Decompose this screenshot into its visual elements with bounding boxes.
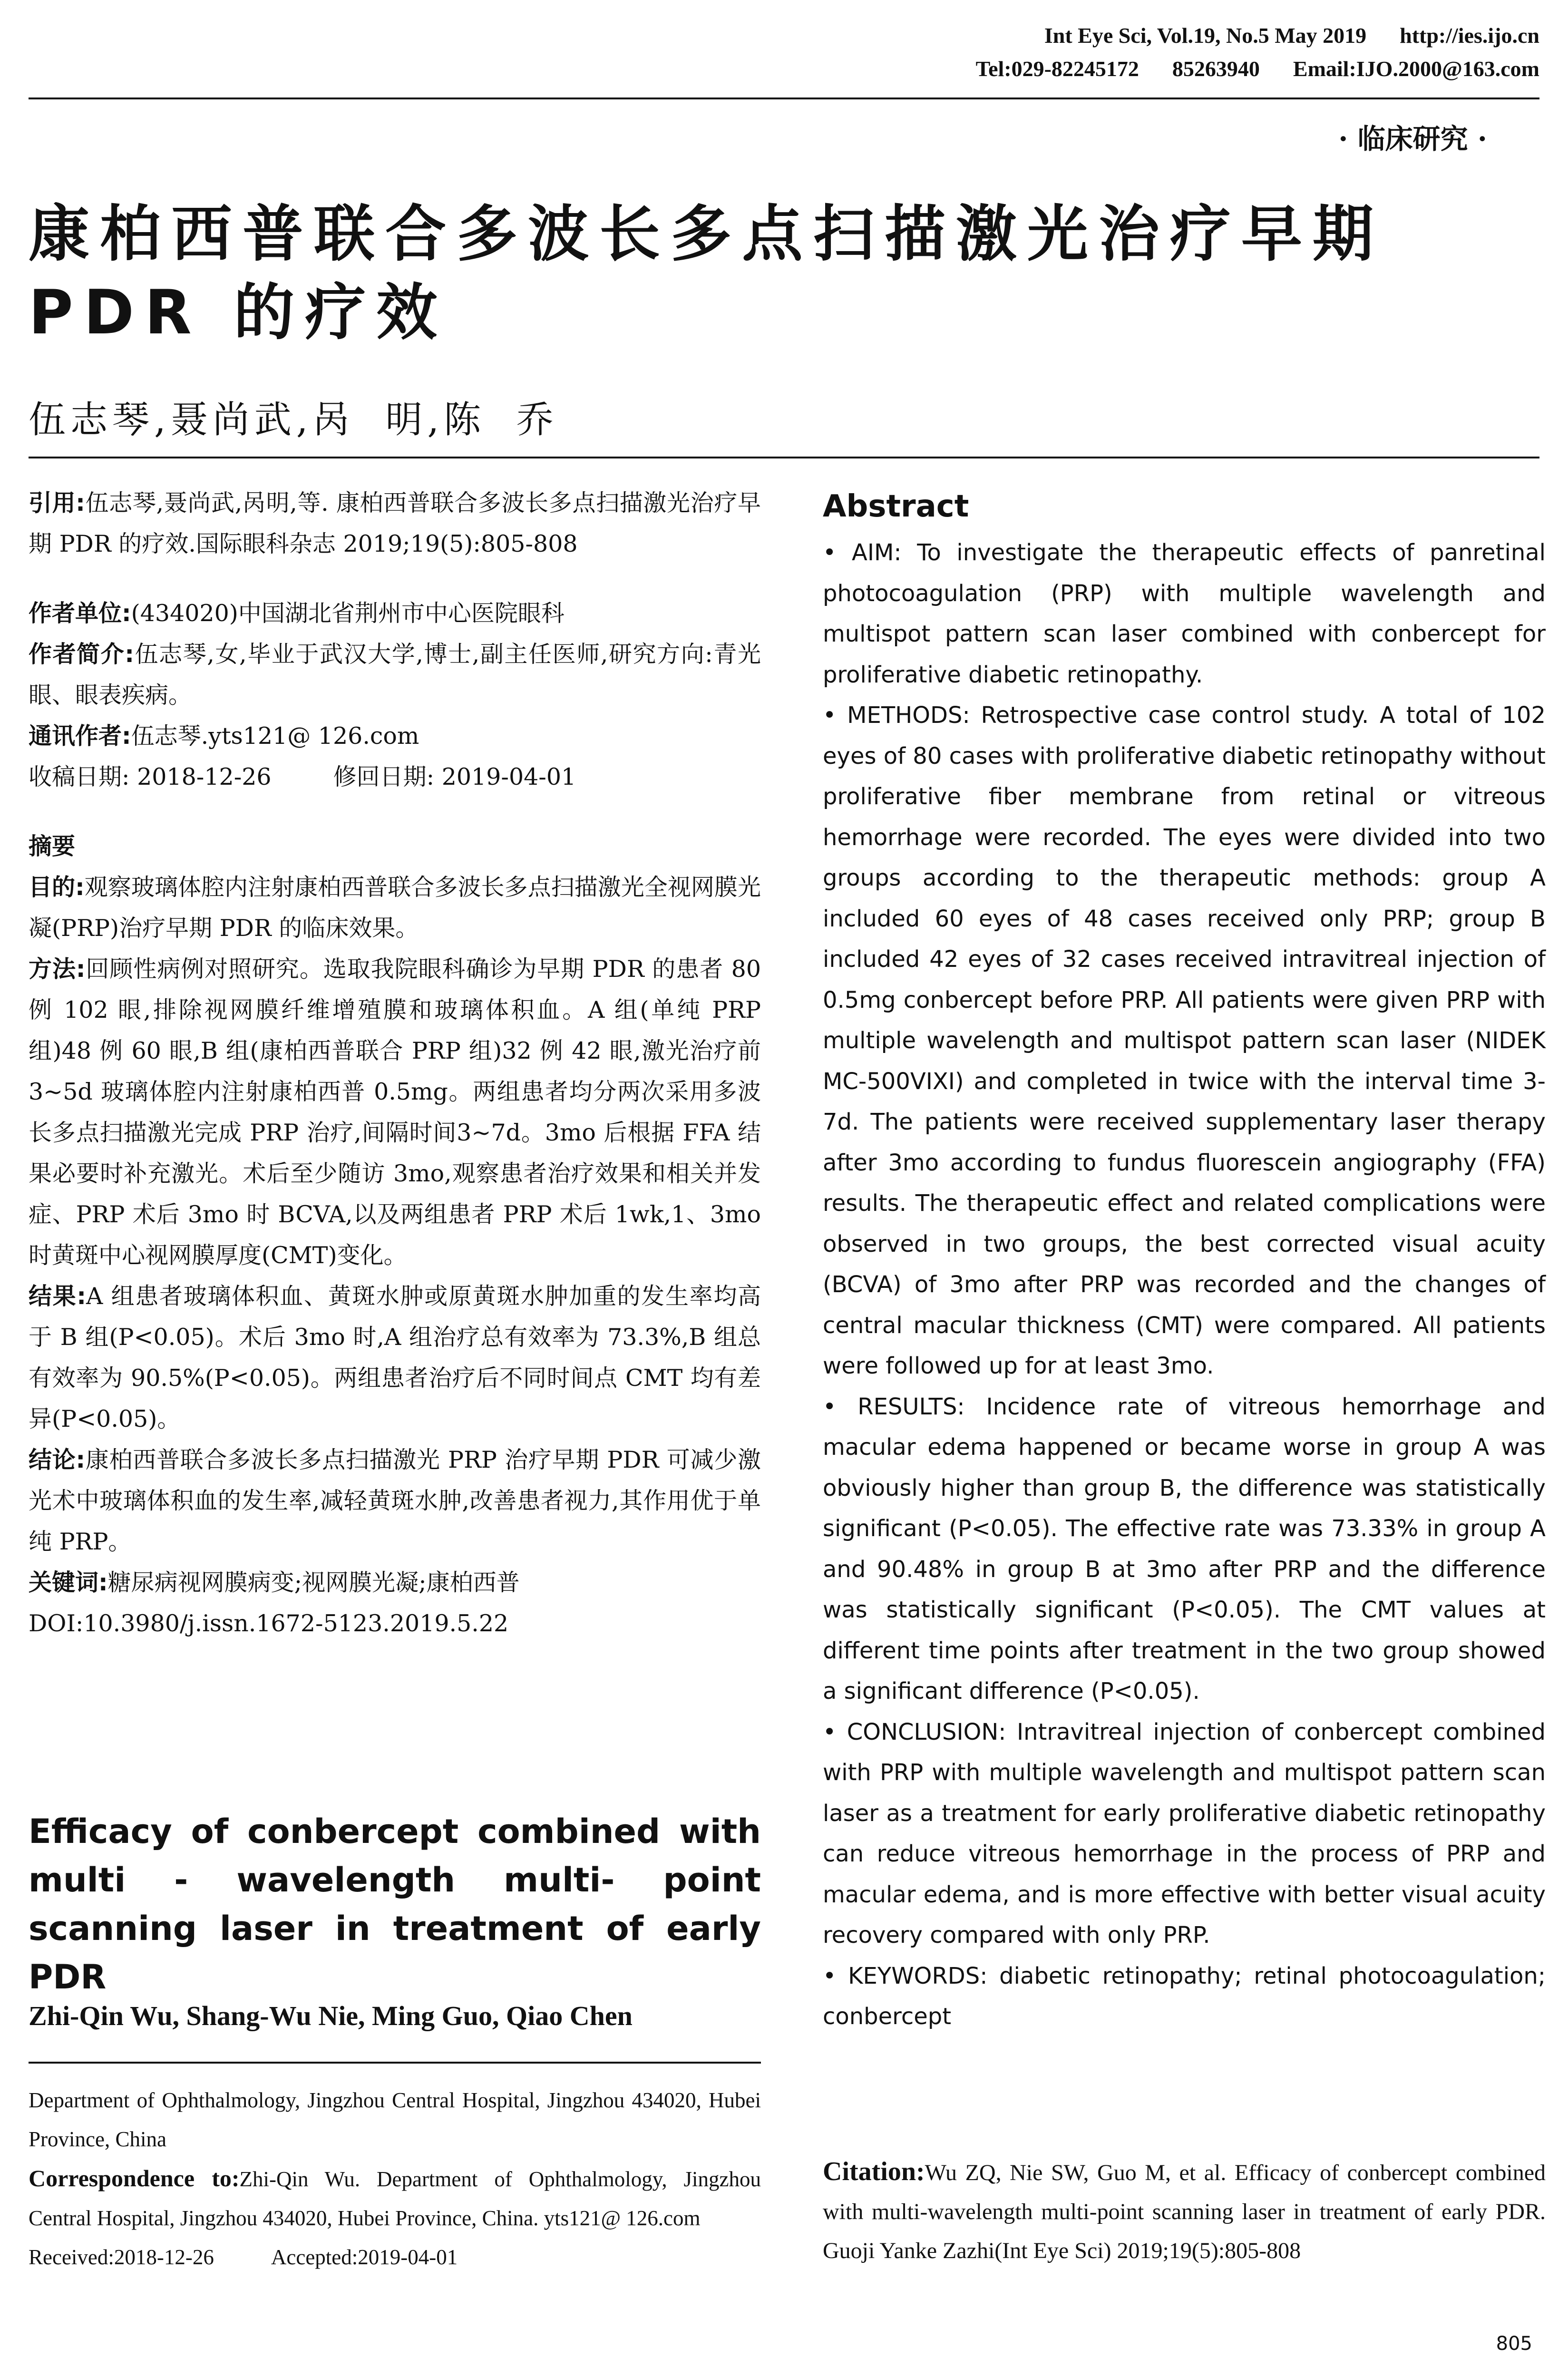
- header-line-1: [29, 19, 1539, 52]
- abstract-en-conclusion: • CONCLUSION: Intravitreal injection of conbercept combined with PRP with multiple wavelength and multispot pattern scan laser as a treatment for early proliferative diabetic retinopathy can reduce vitreous hemorrhage in the process of PRP and macular edema, and is more effective with better visual acuity recovery compared with only PRP.: [823, 1718, 1546, 1948]
- title-rule: [29, 457, 1539, 458]
- journal-email[interactable]: Email:IJO.2000@163.com: [1293, 57, 1539, 81]
- affiliation-rule: [29, 2062, 761, 2064]
- journal-url[interactable]: http://ies.ijo.cn: [1400, 23, 1539, 48]
- section-label: · 临床研究 ·: [1338, 123, 1487, 155]
- abstract-en-methods: • METHODS: Retrospective case control study. A total of 102 eyes of 80 cases with proliferative diabetic retinopathy without proliferative fiber membrane from retinal or vitreous hemorrhage were recorded. The eyes were divided into two groups according to the therapeutic methods: group A included 60 eyes of 48 cases received only PRP; group B included 42 eyes of 32 cases received intravitreal injection of 0.5mg conbercept before PRP. All patients were given PRP with multiple wavelength and multispot pattern scan laser (NIDEK MC-500VIXI) and completed in twice with the interval time 3-7d. The patients were received supplementary laser therapy after 3mo according to fundus fluorescein angiography (FFA) results. The therapeutic effect and related complications were observed in two groups, the best corrected visual acuity (BCVA) of 3mo after PRP was recorded and the changes of central macular thickness (CMT) were compared. All patients were followed up for at least 3mo.: [823, 702, 1546, 1379]
- header-line-2: [29, 52, 1539, 86]
- page-number: 805: [1496, 2333, 1532, 2355]
- journal-tel: Tel:029-82245172: [975, 57, 1139, 81]
- abstract-cn-conclusion: 结论:康柏西普联合多波长多点扫描激光 PRP 治疗早期 PDR 可减少激光术中玻璃体积血的发生率,减轻黄斑水肿,改善患者视力,其作用优于单纯 PRP。: [29, 1446, 761, 1555]
- left-column: [29, 483, 761, 1644]
- abstract-en-heading: Abstract: [823, 489, 969, 524]
- abstract-en-keywords: • KEYWORDS: diabetic retinopathy; retinal photocoagulation; conbercept: [823, 1962, 1546, 2030]
- article-title-cn: 康柏西普联合多波长多点扫描激光治疗早期 PDR 的疗效: [29, 199, 1384, 348]
- abstract-cn-aim: 目的:观察玻璃体腔内注射康柏西普联合多波长多点扫描激光全视网膜光凝(PRP)治疗早期 PDR 的临床效果。: [29, 874, 761, 942]
- corresponding-author: 通讯作者:伍志琴.yts121@ 126.com: [29, 722, 419, 750]
- abstract-cn-heading: 摘要: [29, 833, 76, 860]
- header-rule: [29, 97, 1539, 99]
- correspondence-en: Correspondence to:Zhi-Qin Wu. Department of Ophthalmology, Jingzhou Central Hospital, Jingzhou 434020, Hubei Province, China. yts121@ 126.com: [29, 2165, 761, 2230]
- affiliation-block: [29, 2081, 761, 2277]
- journal-tel-2: 85263940: [1172, 57, 1260, 81]
- dates-cn: 收稿日期: 2018-12-26 修回日期: 2019-04-01: [29, 763, 576, 790]
- abstract-en-results: • RESULTS: Incidence rate of vitreous hemorrhage and macular edema happened or became worse in group A was obviously higher than group B, the difference was statistically significant (P<0.05). The effective rate was 73.33% in group A and 90.48% in group B at 3mo after PRP and the difference was statistically significant (P<0.05). The CMT values at different time points after treatment in the two group showed a significant difference (P<0.05).: [823, 1393, 1546, 1705]
- journal-info: Int Eye Sci, Vol.19, No.5 May 2019: [1044, 23, 1367, 48]
- dates-en: Received:2018-12-26 Accepted:2019-04-01: [29, 2245, 458, 2269]
- cite-cn: 引用:伍志琴,聂尚武,呙明,等. 康柏西普联合多波长多点扫描激光治疗早期 PDR 的疗效.国际眼科杂志 2019;19(5):805-808: [29, 489, 761, 557]
- abstract-cn-methods: 方法:回顾性病例对照研究。选取我院眼科确诊为早期 PDR 的患者 80 例 102 眼,排除视网膜纤维增殖膜和玻璃体积血。A 组(单纯 PRP 组)48 例 60 眼,B 组(康柏西普联合 PRP 组)32 例 42 眼,激光治疗前 3~5d 玻璃体腔内注射康柏西普 0.5mg。两组患者均分两次采用多波长多点扫描激光完成 PRP 治疗,间隔时间3~7d。3mo 后根据 FFA 结果必要时补充激光。术后至少随访 3mo,观察患者治疗效果和相关并发症、PRP 术后 3mo 时 BCVA,以及两组患者 PRP 术后 1wk,1、3mo 时黄斑中心视网膜厚度(CMT)变化。: [29, 955, 761, 1269]
- abstract-en-aim: • AIM: To investigate the therapeutic effects of panretinal photocoagulation (PRP) with multiple wavelength and multispot pattern scan laser combined with conbercept for proliferative diabetic retinopathy.: [823, 539, 1546, 688]
- right-column: [823, 483, 1546, 2037]
- citation-en: Citation:Wu ZQ, Nie SW, Guo M, et al. Efficacy of conbercept combined with multi-wavelength multi-point scanning laser in treatment of early PDR. Guoji Yanke Zazhi(Int Eye Sci) 2019;19(5):805-808: [823, 2157, 1546, 2263]
- doi[interactable]: DOI:10.3980/j.issn.1672-5123.2019.5.22: [29, 1610, 509, 1637]
- article-title-en: Efficacy of conbercept combined with multi - wavelength multi- point scanning laser in treatment of early PDR: [29, 1812, 761, 1997]
- author-unit: 作者单位:(434020)中国湖北省荆州市中心医院眼科: [29, 600, 565, 627]
- author-bio: 作者简介:伍志琴,女,毕业于武汉大学,博士,副主任医师,研究方向:青光眼、眼表疾病。: [29, 641, 761, 709]
- authors-cn: 伍志琴,聂尚武,呙 明,陈 乔: [29, 399, 558, 441]
- affiliation-en: Department of Ophthalmology, Jingzhou Central Hospital, Jingzhou 434020, Hubei Province, China: [29, 2088, 761, 2151]
- keywords-cn: 关键词:糖尿病视网膜病变;视网膜光凝;康柏西普: [29, 1569, 520, 1596]
- journal-header: [29, 19, 1539, 86]
- authors-en: Zhi-Qin Wu, Shang-Wu Nie, Ming Guo, Qiao Chen: [29, 2000, 633, 2031]
- abstract-cn-results: 结果:A 组患者玻璃体积血、黄斑水肿或原黄斑水肿加重的发生率均高于 B 组(P<0.05)。术后 3mo 时,A 组治疗总有效率为 73.3%,B 组总有效率为 90.5%(P<0.05)。两组患者治疗后不同时间点 CMT 均有差异(P<0.05)。: [29, 1283, 761, 1432]
